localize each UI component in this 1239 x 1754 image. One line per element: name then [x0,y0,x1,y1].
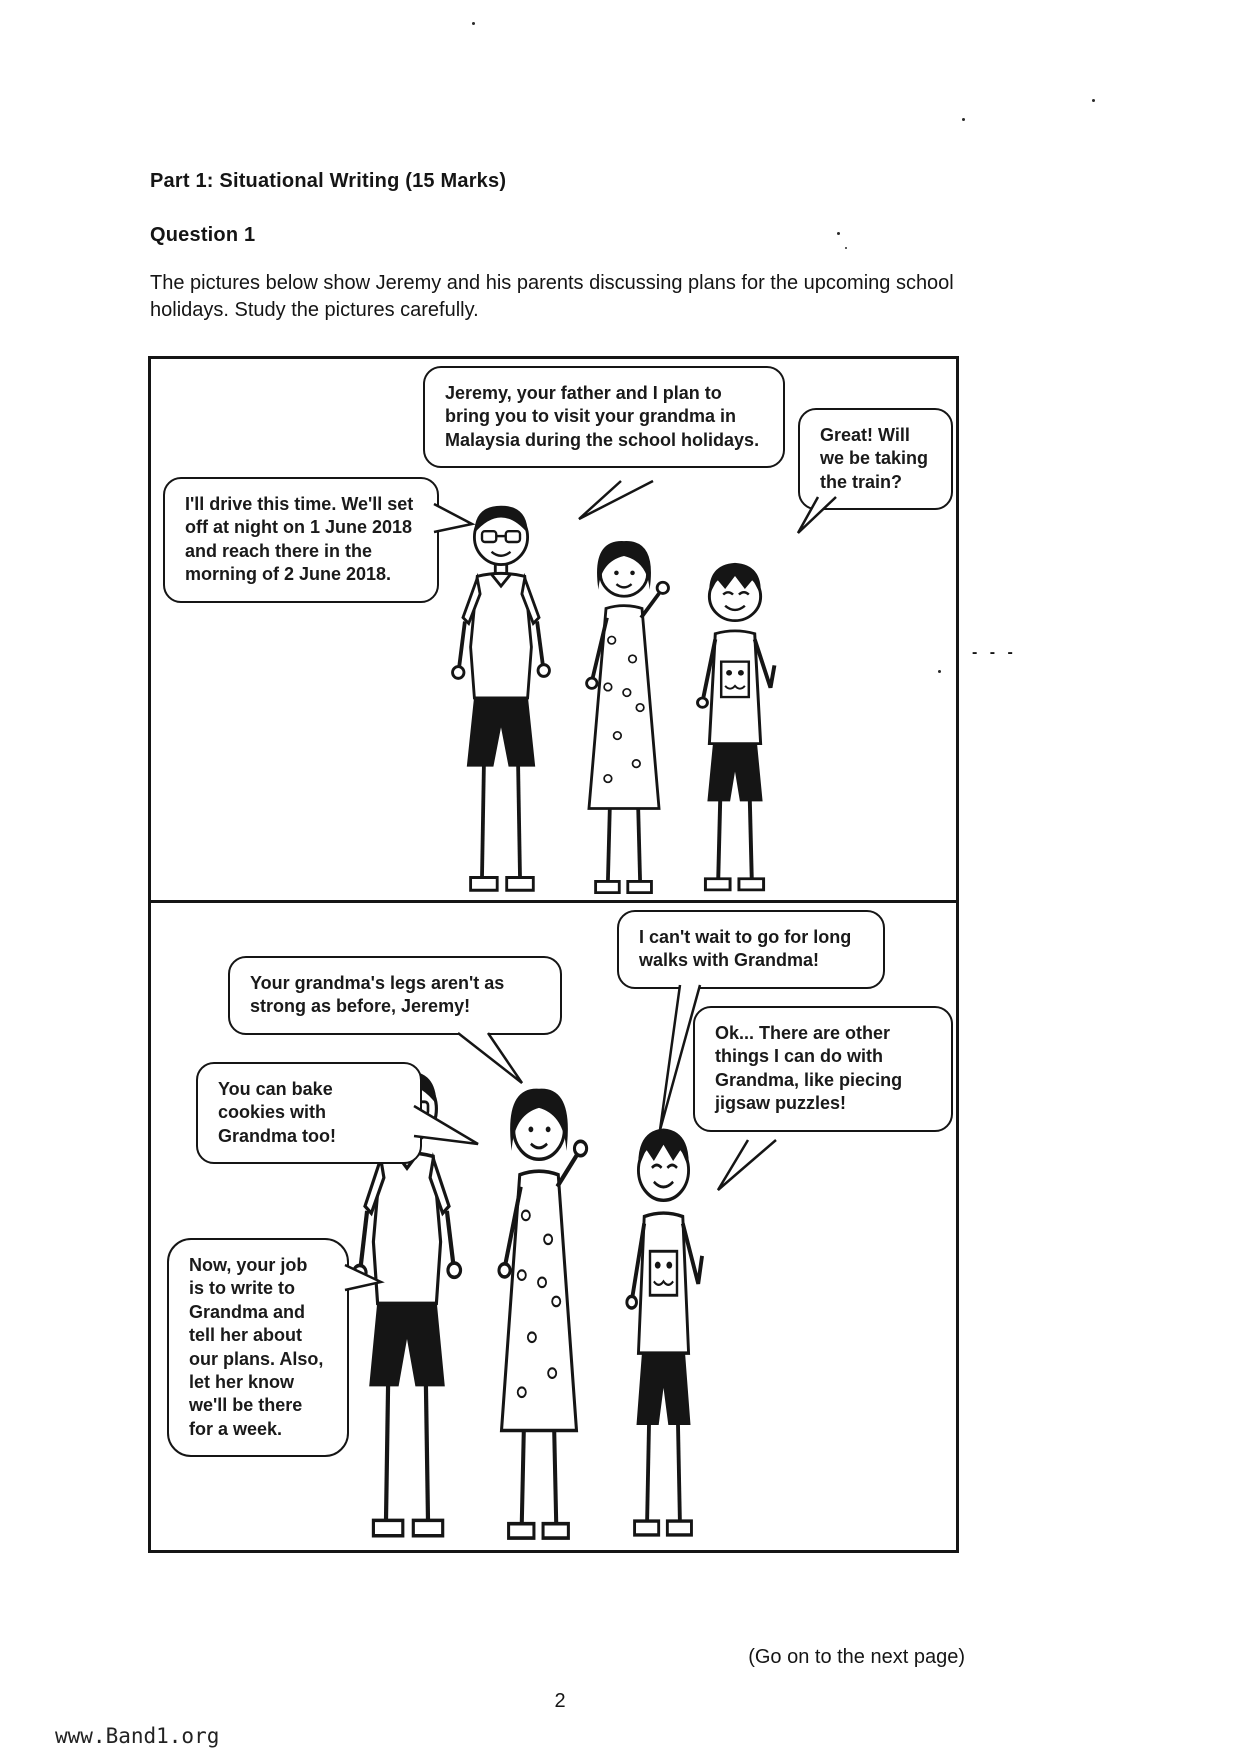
speech-bubble-jeremy-walks: I can't wait to go for long walks with Grandma! [617,910,885,989]
speech-bubble-tail [788,497,848,537]
speech-bubble-tail [430,1033,530,1089]
watermark: www.Band1.org [55,1724,220,1748]
speech-bubble-tail [648,985,708,1135]
margin-dash-mark: - - - [972,644,1017,661]
speech-bubble-mother-cookies: You can bake cookies with Grandma too! [196,1062,422,1164]
speech-bubble-father-drive: I'll drive this time. We'll set off at night on 1 June 2018 and reach there in the morning of 2 June 2018. [163,477,439,603]
speech-bubble-tail [345,1260,385,1296]
speech-bubble-mother-legs: Your grandma's legs aren't as strong as before, Jeremy! [228,956,562,1035]
page-number: 2 [554,1690,566,1712]
speech-bubble-father-task: Now, your job is to write to Grandma and tell her about our plans. Also, let her know we'll be there for a week. [167,1238,349,1457]
speech-bubble-tail [706,1140,790,1196]
speech-bubble-jeremy-jigsaw: Ok... There are other things I can do with Grandma, like piecing jigsaw puzzles! [693,1006,953,1132]
jeremy-figure-panel1 [666,548,804,902]
speech-bubble-tail [565,481,670,523]
question-label: Question 1 [150,224,256,246]
part-header: Part 1: Situational Writing (15 Marks) [150,170,507,192]
speech-bubble-jeremy-train: Great! Will we be taking the train? [798,408,953,510]
panel-divider [148,900,959,903]
speech-bubble-tail [434,498,476,538]
speech-bubble-mother-plan: Jeremy, your father and I plan to bring you to visit your grandma in Malaysia during the school holidays. [423,366,785,468]
question-intro: The pictures below show Jeremy and his parents discussing plans for the upcoming school holidays. Study the pictures carefully. [150,272,954,321]
speech-bubble-tail [414,1098,486,1150]
go-on-note: (Go on to the next page) [748,1646,965,1668]
